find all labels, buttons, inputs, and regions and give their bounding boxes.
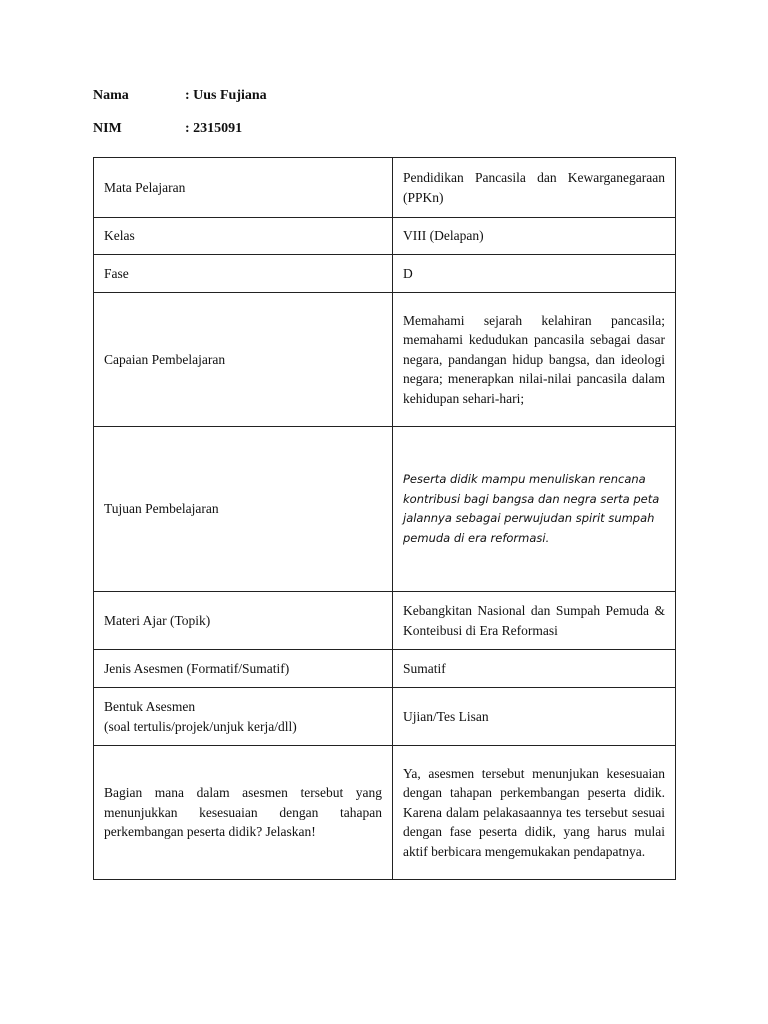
table-row — [94, 158, 676, 218]
row-value-handwritten: Peserta didik mampu menuliskan rencana kontribusi bagi bangsa dan negra serta peta jalannya sebagai perwujudan spirit sumpah pemuda di era reformasi. — [393, 427, 676, 592]
row-value: D — [393, 255, 676, 293]
table-row — [94, 592, 676, 650]
table-row — [94, 427, 676, 592]
row-value: VIII (Delapan) — [393, 218, 676, 255]
row-label: Kelas — [94, 218, 393, 255]
row-label: Materi Ajar (Topik) — [94, 592, 393, 650]
nama-line — [93, 88, 267, 104]
row-value: Memahami sejarah kelahiran pancasila; memahami kedudukan pancasila sebagai dasar negara, pandangan hidup bangsa, dan ideologi negara; menerapkan nilai-nilai pancasila dalam kehidupan sehari-hari; — [393, 293, 676, 427]
row-label: Mata Pelajaran — [94, 158, 393, 218]
table-row — [94, 746, 676, 880]
nim-label: NIM — [93, 121, 122, 136]
row-label: Capaian Pembelajaran — [94, 293, 393, 427]
row-value: Ya, asesmen tersebut menunjukan kesesuaian dengan tahapan perkembangan peserta didik. Karena dalam pelakasaannya tes tersebut sesuai dengan fase peserta didik, yang harus mulai aktif berbicara mengemukakan pendapatnya. — [393, 746, 676, 880]
table-row — [94, 650, 676, 688]
nim-value: : 2315091 — [185, 121, 243, 136]
row-label: Bagian mana dalam asesmen tersebut yang menunjukkan kesesuaian dengan tahapan perkembangan peserta didik? Jelaskan! — [94, 746, 393, 880]
row-label: Jenis Asesmen (Formatif/Sumatif) — [94, 650, 393, 688]
table-row — [94, 293, 676, 427]
table-row — [94, 218, 676, 255]
row-label: Fase — [94, 255, 393, 293]
table-row — [94, 688, 676, 746]
table-row — [94, 255, 676, 293]
lesson-plan-table — [93, 157, 676, 880]
row-value: Kebangkitan Nasional dan Sumpah Pemuda & Konteibusi di Era Reformasi — [393, 592, 676, 650]
nama-label: Nama — [93, 88, 129, 103]
nama-value: : Uus Fujiana — [185, 88, 267, 103]
row-label: Tujuan Pembelajaran — [94, 427, 393, 592]
row-value: Sumatif — [393, 650, 676, 688]
row-label: Bentuk Asesmen — [104, 699, 196, 714]
row-label-cell — [94, 688, 393, 746]
row-value: Pendidikan Pancasila dan Kewarganegaraan (PPKn) — [393, 158, 676, 218]
row-label-sub: (soal tertulis/projek/unjuk kerja/dll) — [104, 718, 297, 734]
nim-line — [93, 121, 242, 137]
row-value: Ujian/Tes Lisan — [393, 688, 676, 746]
